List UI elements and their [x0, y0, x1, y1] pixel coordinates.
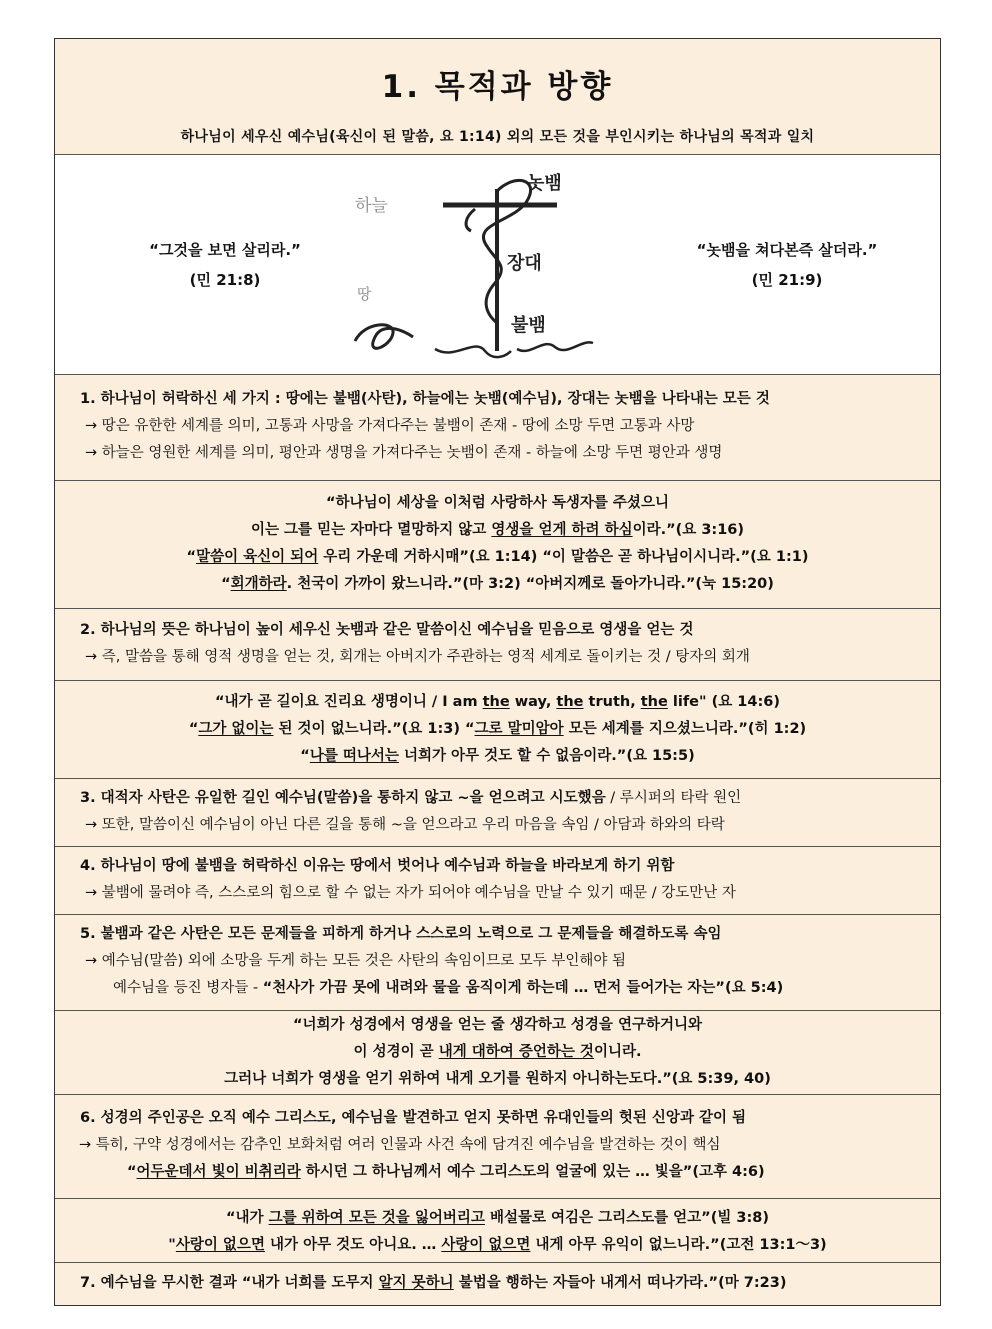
- bronze-snake-illustration: [335, 161, 635, 369]
- verse-2-line-2: “그가 없이는 된 것이 없느니라.”(요 1:3) “그로 말미암아 모든 세계를 지으셨느니라.”(히 1:2): [188, 721, 807, 737]
- right-quote-ref: (민 21:9): [751, 271, 823, 289]
- verse-4-line-2: "사랑이 없으면 내가 아무 것도 아니요. … 사랑이 없으면 내게 아무 유익이 없느니라.”(고전 13:1～3): [168, 1237, 827, 1253]
- section-3: [55, 779, 940, 847]
- section-2: [55, 609, 940, 681]
- right-quote: [667, 235, 907, 295]
- section-1-title: 1. 하나님이 허락하신 세 가지 : 땅에는 불뱀(사탄), 하늘에는 놋뱀(예수님), 장대는 놋뱀을 나타내는 모든 것: [80, 391, 770, 407]
- verse-3-line-2: 이 성경이 곧 내게 대하여 증언하는 것이니라.: [353, 1044, 642, 1060]
- section-4-point-a: → 불뱀에 물려야 즉, 스스로의 힘으로 할 수 없는 자가 되어야 예수님을 만날 수 있기 때문 / 강도만난 자: [85, 885, 736, 901]
- section-5-title: 5. 불뱀과 같은 사탄은 모든 문제들을 피하게 하거나 스스로의 노력으로 그 문제들을 해결하도록 속임: [80, 926, 722, 942]
- label-sky: 하늘: [355, 196, 388, 216]
- section-7-title: 7. 예수님을 무시한 결과 “내가 너희를 도무지 알지 못하니 불법을 행하는 자들아 내게서 떠나가라.”(마 7:23): [80, 1275, 787, 1291]
- section-2-point-a: → 즉, 말씀을 통해 영적 생명을 얻는 것, 회개는 아버지가 주관하는 영적 세계로 돌이키는 것 / 탕자의 회개: [85, 649, 750, 665]
- section-1-point-b: → 하늘은 영원한 세계를 의미, 평안과 생명을 가져다주는 놋뱀이 존재 - 하늘에 소망 두면 평안과 생명: [85, 445, 723, 461]
- document-frame: [54, 38, 941, 1306]
- page-title: 1. 목적과 방향: [381, 69, 614, 105]
- section-7: [55, 1263, 940, 1305]
- left-quote-ref: (민 21:8): [189, 271, 261, 289]
- verse-3-line-3: 그러나 너희가 영생을 얻기 위하여 내게 오기를 원하지 아니하는도다.”(요 5:39, 40): [224, 1071, 771, 1087]
- right-quote-text: “놋뱀을 쳐다본즉 살더라.”: [696, 241, 878, 259]
- verse-block-3: [55, 1011, 940, 1095]
- verse-2-line-1: “내가 곧 길이요 진리요 생명이니 / I am the way, the truth, the life" (요 14:6): [215, 694, 780, 710]
- section-4-title: 4. 하나님이 땅에 불뱀을 허락하신 이유는 땅에서 벗어나 예수님과 하늘을 바라보게 하기 위함: [80, 858, 675, 874]
- illustration-section: [55, 155, 940, 375]
- verse-2-line-3: “나를 떠나서는 너희가 아무 것도 할 수 없음이라.”(요 15:5): [300, 748, 695, 764]
- section-2-title: 2. 하나님의 뜻은 하나님이 높이 세우신 놋뱀과 같은 말씀이신 예수님을 믿음으로 영생을 얻는 것: [80, 622, 694, 638]
- section-6-title: 6. 성경의 주인공은 오직 예수 그리스도, 예수님을 발견하고 얻지 못하면 유대인들의 헛된 신앙과 같이 됨: [80, 1110, 747, 1126]
- fiery-snake-middle: [435, 346, 511, 357]
- section-6-point-a: → 특히, 구약 성경에서는 감추인 보화처럼 여러 인물과 사건 속에 담겨진 예수님을 발견하는 것이 핵심: [79, 1137, 721, 1153]
- verse-1-line-2: 이는 그를 믿는 자마다 멸망하지 않고 영생을 얻게 하려 하심이라.”(요 3:16): [250, 522, 745, 538]
- section-1: [55, 375, 940, 481]
- label-ground: 땅: [357, 285, 372, 303]
- verse-1-line-1: “하나님이 세상을 이처럼 사랑하사 독생자를 주셨으니: [326, 495, 669, 511]
- page-subtitle: 하나님이 세우신 예수님(육신이 된 말씀, 요 1:14) 외의 모든 것을 부인시키는 하나님의 목적과 일치: [180, 129, 815, 145]
- section-6-point-b: “어두운데서 빛이 비취리라 하시던 그 하나님께서 예수 그리스도의 얼굴에 있는 … 빛을”(고후 4:6): [127, 1164, 765, 1180]
- verse-block-4: [55, 1199, 940, 1263]
- fiery-snake-right: [517, 342, 593, 351]
- bronze-snake: [483, 180, 530, 323]
- verse-1-line-4: “회개하라. 천국이 가까이 왔느니라.”(마 3:2) “아버지께로 돌아가니라.”(눅 15:20): [221, 576, 774, 592]
- verse-3-line-1: “너희가 성경에서 영생을 얻는 줄 생각하고 성경을 연구하거니와: [292, 1017, 703, 1033]
- section-3-title: 3. 대적자 사탄은 유일한 길인 예수님(말씀)을 통하지 않고 ~을 얻으려고 시도했음 / 루시퍼의 타락 원인: [80, 790, 742, 806]
- section-1-point-a: → 땅은 유한한 세계를 의미, 고통과 사망을 가져다주는 불뱀이 존재 - 땅에 소망 두면 고통과 사망: [85, 418, 695, 434]
- section-5-point-b: 예수님을 등진 병자들 - “천사가 가끔 못에 내려와 물을 움직이게 하는데 … 먼저 들어가는 자는”(요 5:4): [113, 980, 784, 996]
- verse-4-line-1: “내가 그를 위하여 모든 것을 잃어버리고 배설물로 여김은 그리스도를 얻고”(빌 3:8): [226, 1210, 769, 1226]
- label-bronze-snake: 놋뱀: [527, 173, 562, 194]
- label-pole: 장대: [507, 253, 542, 274]
- verse-block-1: [55, 481, 940, 609]
- left-quote-text: “그것을 보면 살리라.”: [149, 241, 301, 259]
- section-4: [55, 847, 940, 915]
- section-5: [55, 915, 940, 1011]
- section-6: [55, 1095, 940, 1199]
- verse-block-2: [55, 681, 940, 779]
- section-5-point-a: → 예수님(말씀) 외에 소망을 두게 하는 모든 것은 사탄의 속임이므로 모두 부인해야 됨: [85, 953, 627, 969]
- label-fiery-snake: 불뱀: [511, 315, 546, 336]
- header-section: [55, 39, 940, 155]
- fiery-snake-left: [355, 325, 413, 348]
- verse-1-line-3: “말씀이 육신이 되어 우리 가운데 거하시매”(요 1:14) “이 말씀은 곧 하나님이시니라.”(요 1:1): [186, 549, 809, 565]
- left-quote: [115, 235, 335, 295]
- section-3-point-a: → 또한, 말씀이신 예수님이 아닌 다른 길을 통해 ~을 얻으라고 우리 마음을 속임 / 아담과 하와의 타락: [85, 817, 725, 833]
